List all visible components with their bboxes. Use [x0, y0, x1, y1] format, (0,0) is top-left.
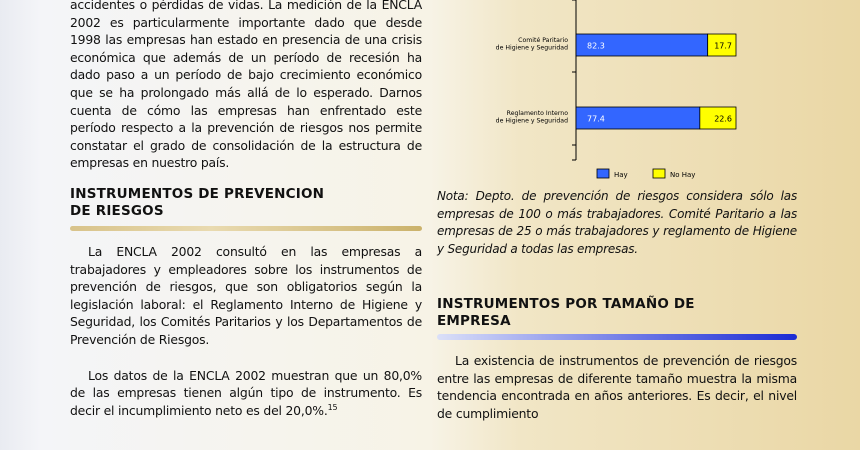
- legend-label-no-hay: No Hay: [670, 171, 696, 179]
- legend-swatch-hay: [597, 169, 609, 178]
- footnote-ref: 15: [327, 402, 338, 412]
- category-label: de Higiene y Seguridad: [495, 44, 568, 52]
- paragraph-instruments: La ENCLA 2002 consultó en las empresas a trabajadores y empleadores sobre los instrumentos de prevención de riesgos, que son obligatorios según la legislación laboral: el Reglamento Interno de Higiene y Seguridad, los Comités Paritarios y los Departamentos de Prevención de Riesgos.: [70, 243, 422, 347]
- section-title-size-line-2: EMPRESA: [437, 313, 511, 329]
- chart-svg: [437, 0, 797, 182]
- legend-label-hay: Hay: [614, 171, 628, 179]
- legend-swatch-no-hay: [653, 169, 665, 178]
- data-label-no-hay: 17.7: [714, 41, 732, 51]
- data-label-hay: 82.3: [587, 41, 605, 51]
- section-title-line-1: INSTRUMENTOS DE PREVENCION: [70, 185, 325, 202]
- category-label: Reglamento Interno: [506, 110, 568, 117]
- section-title-size-line-1: INSTRUMENTOS POR TAMAÑO DE: [437, 296, 695, 312]
- intro-paragraph: accidentes o pérdidas de vidas. La medición de la ENCLA 2002 es particularmente importante dado que desde 1998 las empresas han estado en presencia de una crisis económica que además de un período de recesión ha dado paso a un período de bajo crecimiento económico que se ha prolongado más allá de lo esperado. Darnos cuenta de cómo las empresas han enfrentado este período respecto a la prevención de riesgos nos permite constatar el grado de consolidación de la estructura de empresas en nuestro país.: [70, 0, 422, 171]
- section-title-line-2: DE RIESGOS: [70, 202, 164, 219]
- paragraph-size: La existencia de instrumentos de prevención de riesgos entre las empresas de diferente tamaño muestra la misma tendencia encontrada en años anteriores. Es decir, el nivel de cumplimiento: [437, 353, 797, 421]
- section-rule-blue: [437, 334, 797, 340]
- stacked-bar-chart: [437, 0, 797, 182]
- paragraph-encla-data: [70, 367, 422, 420]
- section-title-prevention: [70, 186, 422, 220]
- chart-note: Nota: Depto. de prevención de riesgos considera sólo las empresas de 100 o más trabajadores. Comité Paritario a las empresas de 25 o más trabajadores y reglamento de Higiene y Seguridad a todas las empresas.: [437, 189, 797, 256]
- section-title-size: [437, 296, 797, 330]
- section-rule-gold: [70, 226, 422, 231]
- data-label-no-hay: 22.6: [714, 114, 732, 124]
- category-label: Comité Paritario: [518, 37, 568, 44]
- category-label: de Higiene y Seguridad: [495, 117, 568, 125]
- paragraph-encla-text: Los datos de la ENCLA 2002 muestran que un 80,0% de las empresas tienen algún tipo de instrumento. Es decir el incumplimiento neto es del 20,0%.: [70, 367, 422, 418]
- data-label-hay: 77.4: [587, 114, 605, 124]
- left-column: [70, 0, 422, 419]
- right-column: [437, 0, 797, 422]
